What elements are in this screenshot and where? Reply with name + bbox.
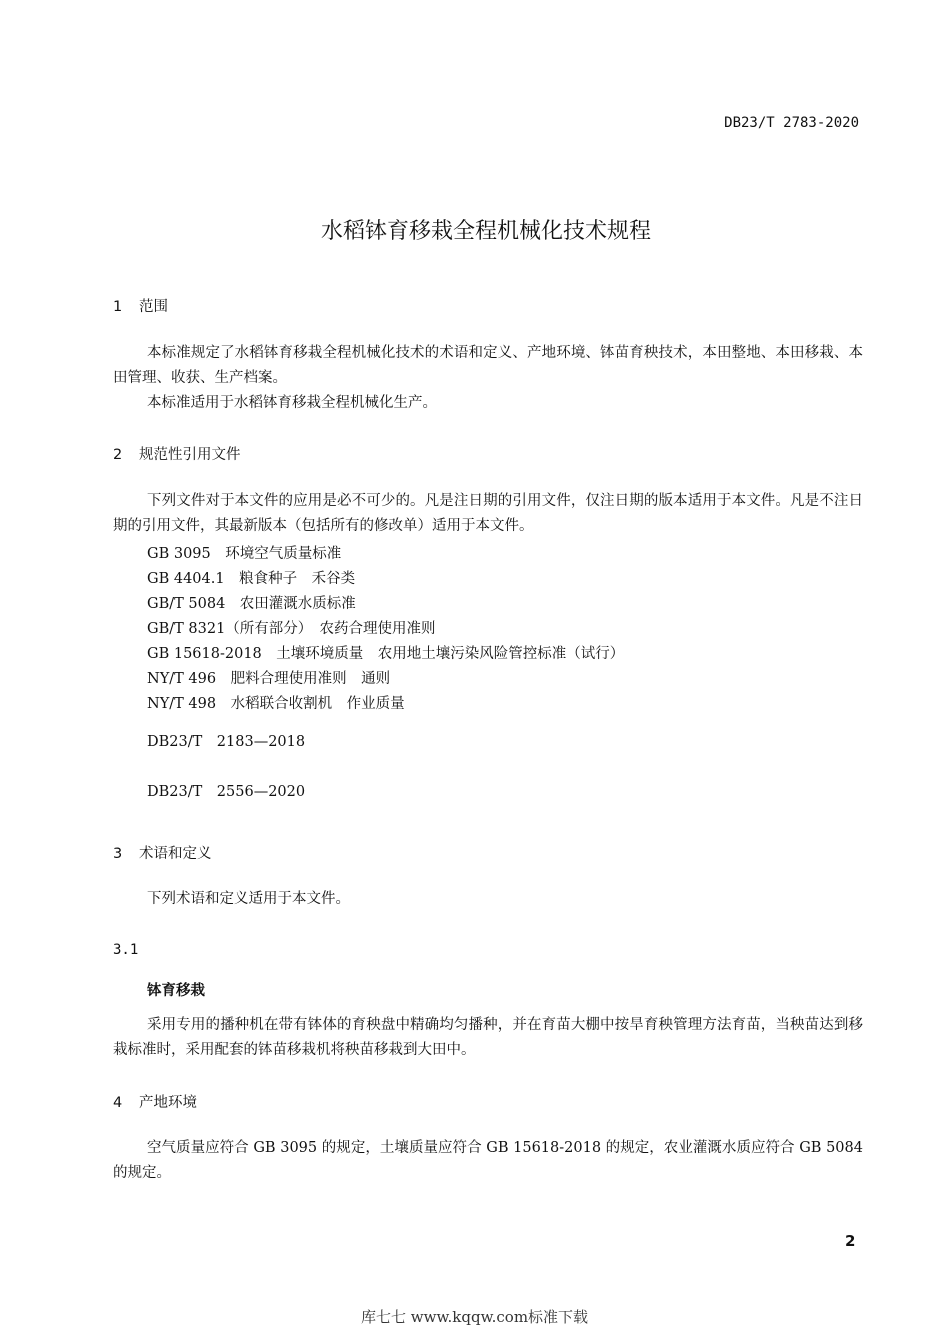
reference-item: GB 4404.1 粮食种子 禾谷类	[147, 571, 356, 587]
term-heading: 钵育移栽	[147, 983, 205, 999]
document-number: DB23/T 2783-2020	[724, 115, 859, 131]
document-title: 水稻钵育移栽全程机械化技术规程	[320, 219, 651, 244]
reference-item: DB23/T 2556—2020	[147, 784, 306, 800]
section-number: 1	[113, 299, 123, 315]
section-title: 范围	[139, 299, 168, 315]
footer-watermark: 库七七 www.kqqw.com标准下载	[361, 1308, 589, 1326]
page-number: 2	[845, 1232, 856, 1250]
section-2-paragraph-1: 下列文件对于本文件的应用是必不可少的。凡是注日期的引用文件，仅注日期的版本适用于本文件。凡是不注日期的引用文件，其最新版本（包括所有的修改单）适用于本文件。	[113, 493, 863, 534]
section-4-heading	[113, 1091, 197, 1112]
reference-item: DB23/T 2183—2018	[147, 734, 306, 750]
section-number: 4	[113, 1095, 123, 1111]
section-2-heading	[113, 443, 241, 464]
section-title: 产地环境	[139, 1095, 197, 1111]
reference-item: NY/T 498 水稻联合收割机 作业质量	[147, 696, 405, 712]
section-title: 术语和定义	[139, 846, 212, 862]
term-definition: 采用专用的播种机在带有钵体的育秧盘中精确均匀播种，并在育苗大棚中按旱育秧管理方法育苗，当秧苗达到移栽标准时，采用配套的钵苗移栽机将秧苗移栽到大田中。	[113, 1017, 863, 1058]
subsection-number: 3.1	[113, 942, 139, 958]
section-1-heading	[113, 295, 168, 316]
reference-item: GB 3095 环境空气质量标准	[147, 546, 342, 562]
reference-item: GB/T 8321（所有部分） 农药合理使用准则	[147, 621, 436, 637]
reference-item: GB 15618-2018 土壤环境质量 农用地土壤污染风险管控标准（试行）	[147, 646, 625, 662]
section-number: 3	[113, 846, 123, 862]
section-3-heading	[113, 842, 212, 863]
section-1-paragraph-1: 本标准规定了水稻钵育移栽全程机械化技术的术语和定义、产地环境、钵苗育秧技术，本田整地、本田移栽、本田管理、收获、生产档案。	[113, 345, 863, 386]
reference-item: NY/T 496 肥料合理使用准则 通则	[147, 671, 391, 687]
section-1-paragraph-2: 本标准适用于水稻钵育移栽全程机械化生产。	[147, 395, 437, 411]
section-number: 2	[113, 447, 123, 463]
reference-item: GB/T 5084 农田灌溉水质标准	[147, 596, 356, 612]
section-4-paragraph-1: 空气质量应符合 GB 3095 的规定，土壤质量应符合 GB 15618-2018 的规定，农业灌溉水质应符合 GB 5084 的规定。	[113, 1140, 863, 1181]
section-3-paragraph-1: 下列术语和定义适用于本文件。	[147, 891, 350, 907]
section-title: 规范性引用文件	[139, 447, 241, 463]
